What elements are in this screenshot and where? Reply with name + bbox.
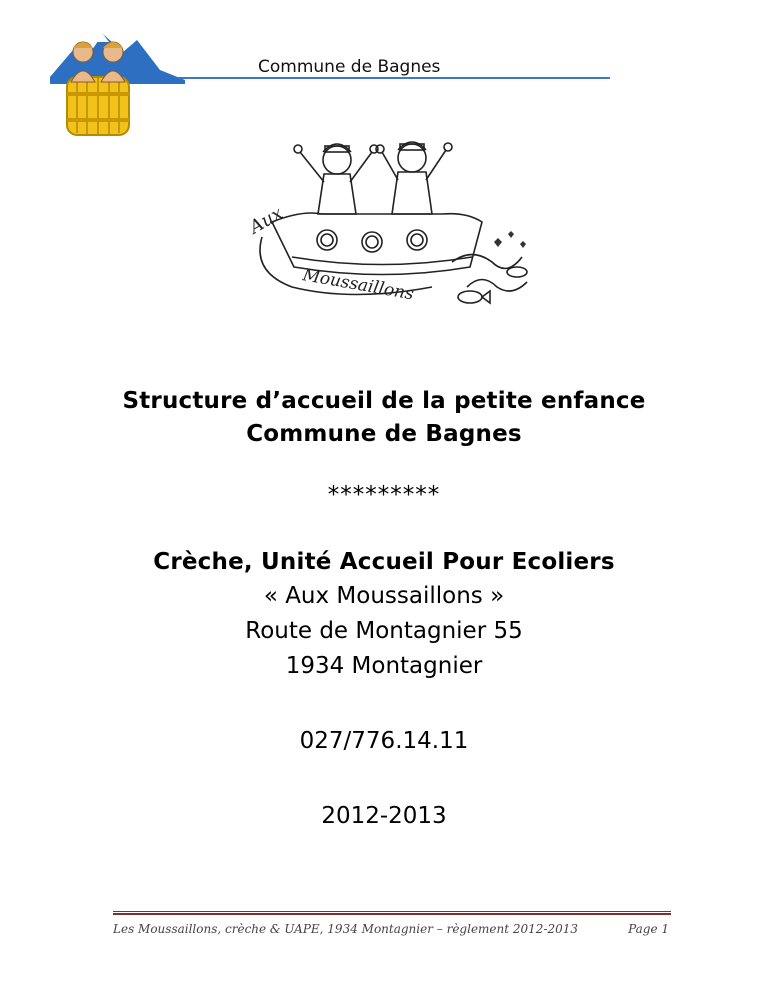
facility-name: « Aux Moussaillons » <box>263 583 505 609</box>
footer-text: Les Moussaillons, crèche & UAPE, 1934 Montagnier – règlement 2012-2013 <box>113 922 579 936</box>
separator-stars: ********* <box>327 482 441 508</box>
page-number: Page 1 <box>628 922 669 936</box>
illustration-word-bottom: Moussaillons <box>301 265 416 305</box>
illustration-word-top: Aux <box>246 202 287 239</box>
footer-rule <box>113 911 671 915</box>
moussaillons-illustration <box>232 122 537 322</box>
title-line-2: Commune de Bagnes <box>246 421 522 447</box>
school-year: 2012-2013 <box>321 803 447 829</box>
service-name: Crèche, Unité Accueil Pour Ecoliers <box>153 549 615 575</box>
header-rule <box>178 77 610 79</box>
commune-logo <box>45 22 185 142</box>
city-address: 1934 Montagnier <box>285 653 483 679</box>
title-line-1: Structure d’accueil de la petite enfance <box>122 388 646 414</box>
phone-number: 027/776.14.11 <box>299 728 469 754</box>
header-title: Commune de Bagnes <box>258 57 441 77</box>
street-address: Route de Montagnier 55 <box>245 618 523 644</box>
